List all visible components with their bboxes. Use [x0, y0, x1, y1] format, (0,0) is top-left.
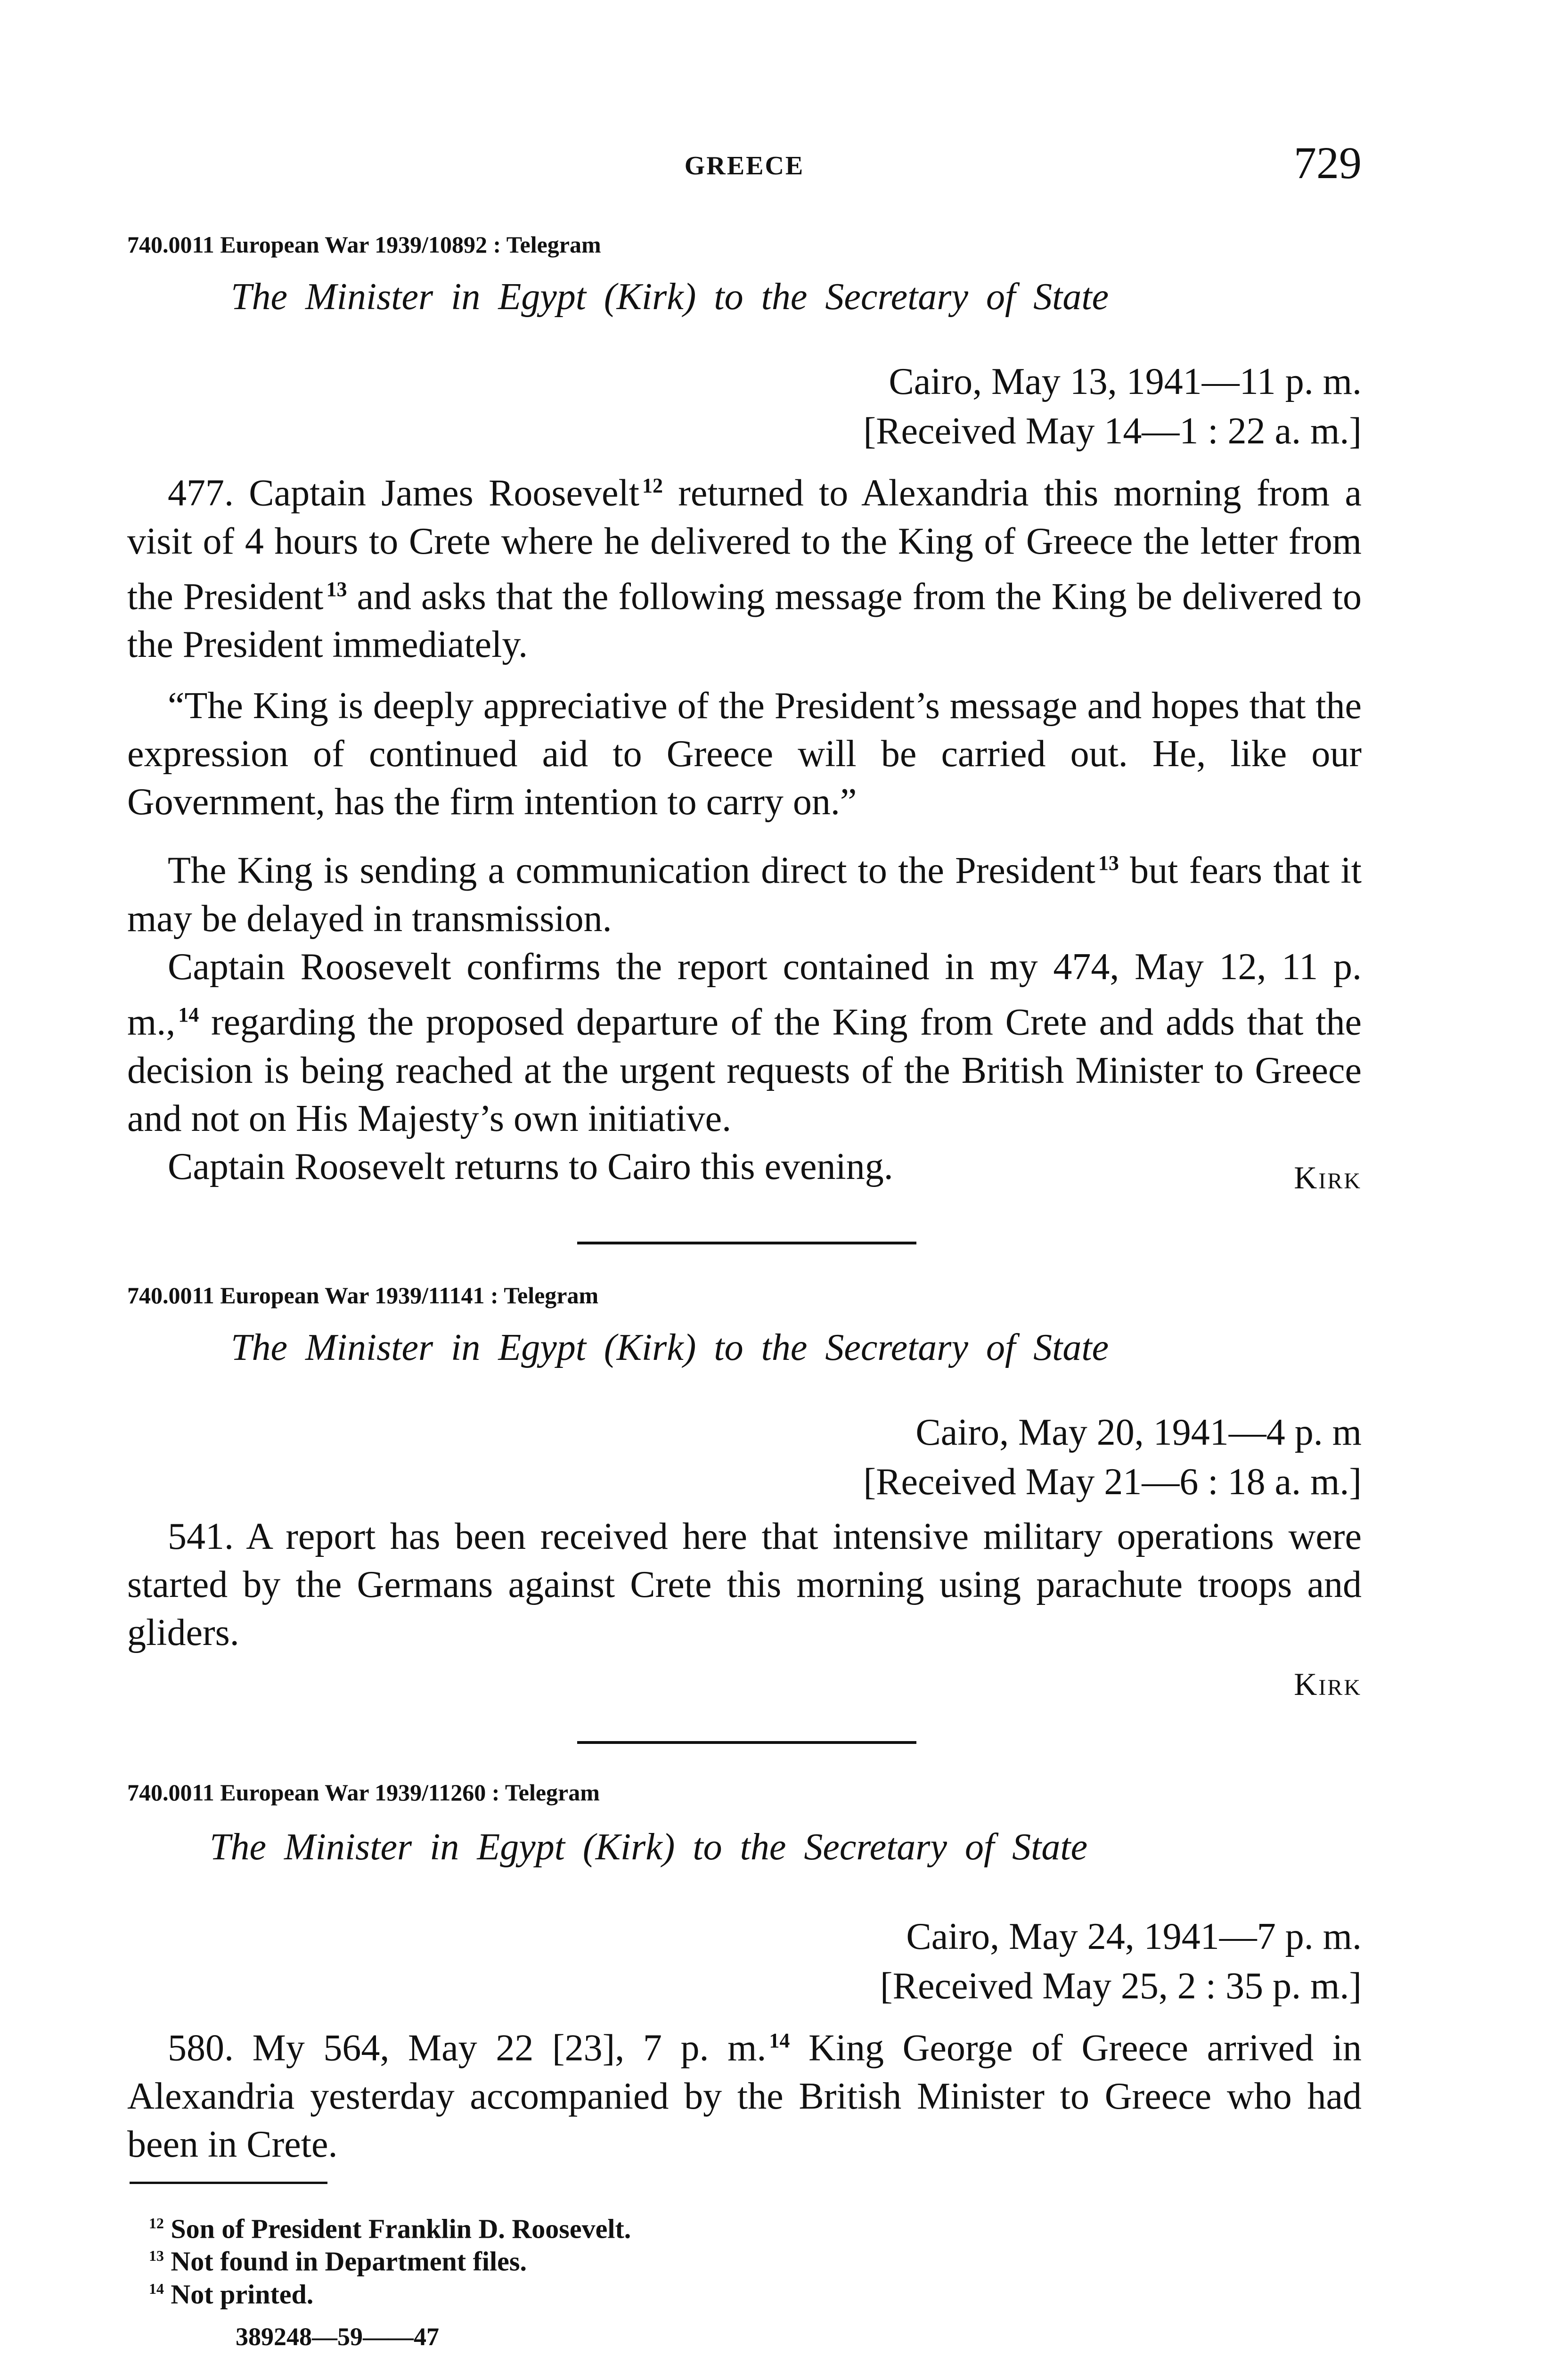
- paragraph: “The King is deeply appreciative of the President’s message and hopes that the expression of continued aid to Greece will be carried out. He, like our Government, has the firm intention to carry on.”: [127, 685, 1362, 823]
- body-paragraphs: [127, 462, 1362, 1191]
- body-paragraphs: [127, 1513, 1362, 1657]
- footnote-marker: 14: [769, 2029, 790, 2052]
- body-paragraphs: [127, 2017, 1362, 2168]
- footnote: $^{14}$ Not printed.: [149, 2278, 314, 2309]
- file-reference: 740.0011 European War 1939/10892 : Telegram: [127, 231, 601, 258]
- print-code: 389248—59——47: [236, 2323, 439, 2351]
- page-number: 729: [1294, 138, 1362, 188]
- file-reference: 740.0011 European War 1939/11141 : Telegram: [127, 1282, 599, 1309]
- section-divider: [577, 1741, 916, 1744]
- paragraph: Captain Roosevelt returns to Cairo this evening.: [168, 1145, 893, 1187]
- paragraph: 580. My 564, May 22 [23], 7 p. m. $^{14}$ King George of Greece arrived in Alexandria yesterday accompanied by the British Minister to Greece who had been in Crete.: [127, 2027, 1362, 2165]
- place-date: Cairo, May 20, 1941—4 p. m: [915, 1412, 1362, 1453]
- paragraph: 541. A report has been received here that intensive military operations were started by the Germans against Crete this morning using parachute troops and gliders.: [127, 1516, 1362, 1653]
- received-date: [Received May 14—1 : 22 a. m.]: [863, 410, 1362, 452]
- footnote-marker: 13: [1098, 851, 1119, 875]
- signature: Kirk: [1294, 1666, 1362, 1702]
- file-reference: 740.0011 European War 1939/11260 : Telegram: [127, 1779, 600, 1806]
- footnote: $^{13}$ Not found in Department files.: [149, 2246, 527, 2277]
- paragraph: Captain Roosevelt confirms the report contained in my 474, May 12, 11 p. m., $^{14}$ regarding the proposed departure of the King from Crete and adds that the decision is being reached at the urgent requests of the British Minister to Greece and not on His Majesty’s own initiative.: [127, 946, 1362, 1139]
- footnote-marker: 13: [326, 577, 347, 601]
- received-date: [Received May 21—6 : 18 a. m.]: [863, 1461, 1362, 1503]
- footnotes: [146, 2210, 631, 2308]
- section-divider: [577, 1242, 916, 1244]
- footnote: $^{12}$ Son of President Franklin D. Roosevelt.: [149, 2213, 631, 2244]
- signature: Kirk: [1294, 1160, 1362, 1195]
- footnote-marker: 12: [642, 474, 663, 497]
- place-date: Cairo, May 13, 1941—11 p. m.: [889, 361, 1362, 402]
- footnote-marker: 14: [178, 1003, 199, 1026]
- received-date: [Received May 25, 2 : 35 p. m.]: [880, 1965, 1362, 2007]
- document-title: The Minister in Egypt (Kirk) to the Secretary of State: [231, 276, 1109, 318]
- running-head: GREECE: [684, 151, 805, 180]
- footnote-rule: [130, 2182, 327, 2184]
- page-header: [127, 137, 1362, 203]
- paragraph: The King is sending a communication direct to the President $^{13}$ but fears that it may be delayed in transmission.: [127, 850, 1362, 940]
- paragraph: 477. Captain James Roosevelt $^{12}$ returned to Alexandria this morning from a visit of 4 hours to Crete where he delivered to the King of Greece the letter from the President $^{13}$ and asks that the following message from the King be delivered to the President immediately.: [127, 472, 1362, 666]
- place-date: Cairo, May 24, 1941—7 p. m.: [906, 1916, 1362, 1957]
- document-title: The Minister in Egypt (Kirk) to the Secretary of State: [231, 1327, 1109, 1368]
- document-title: The Minister in Egypt (Kirk) to the Secretary of State: [210, 1826, 1088, 1868]
